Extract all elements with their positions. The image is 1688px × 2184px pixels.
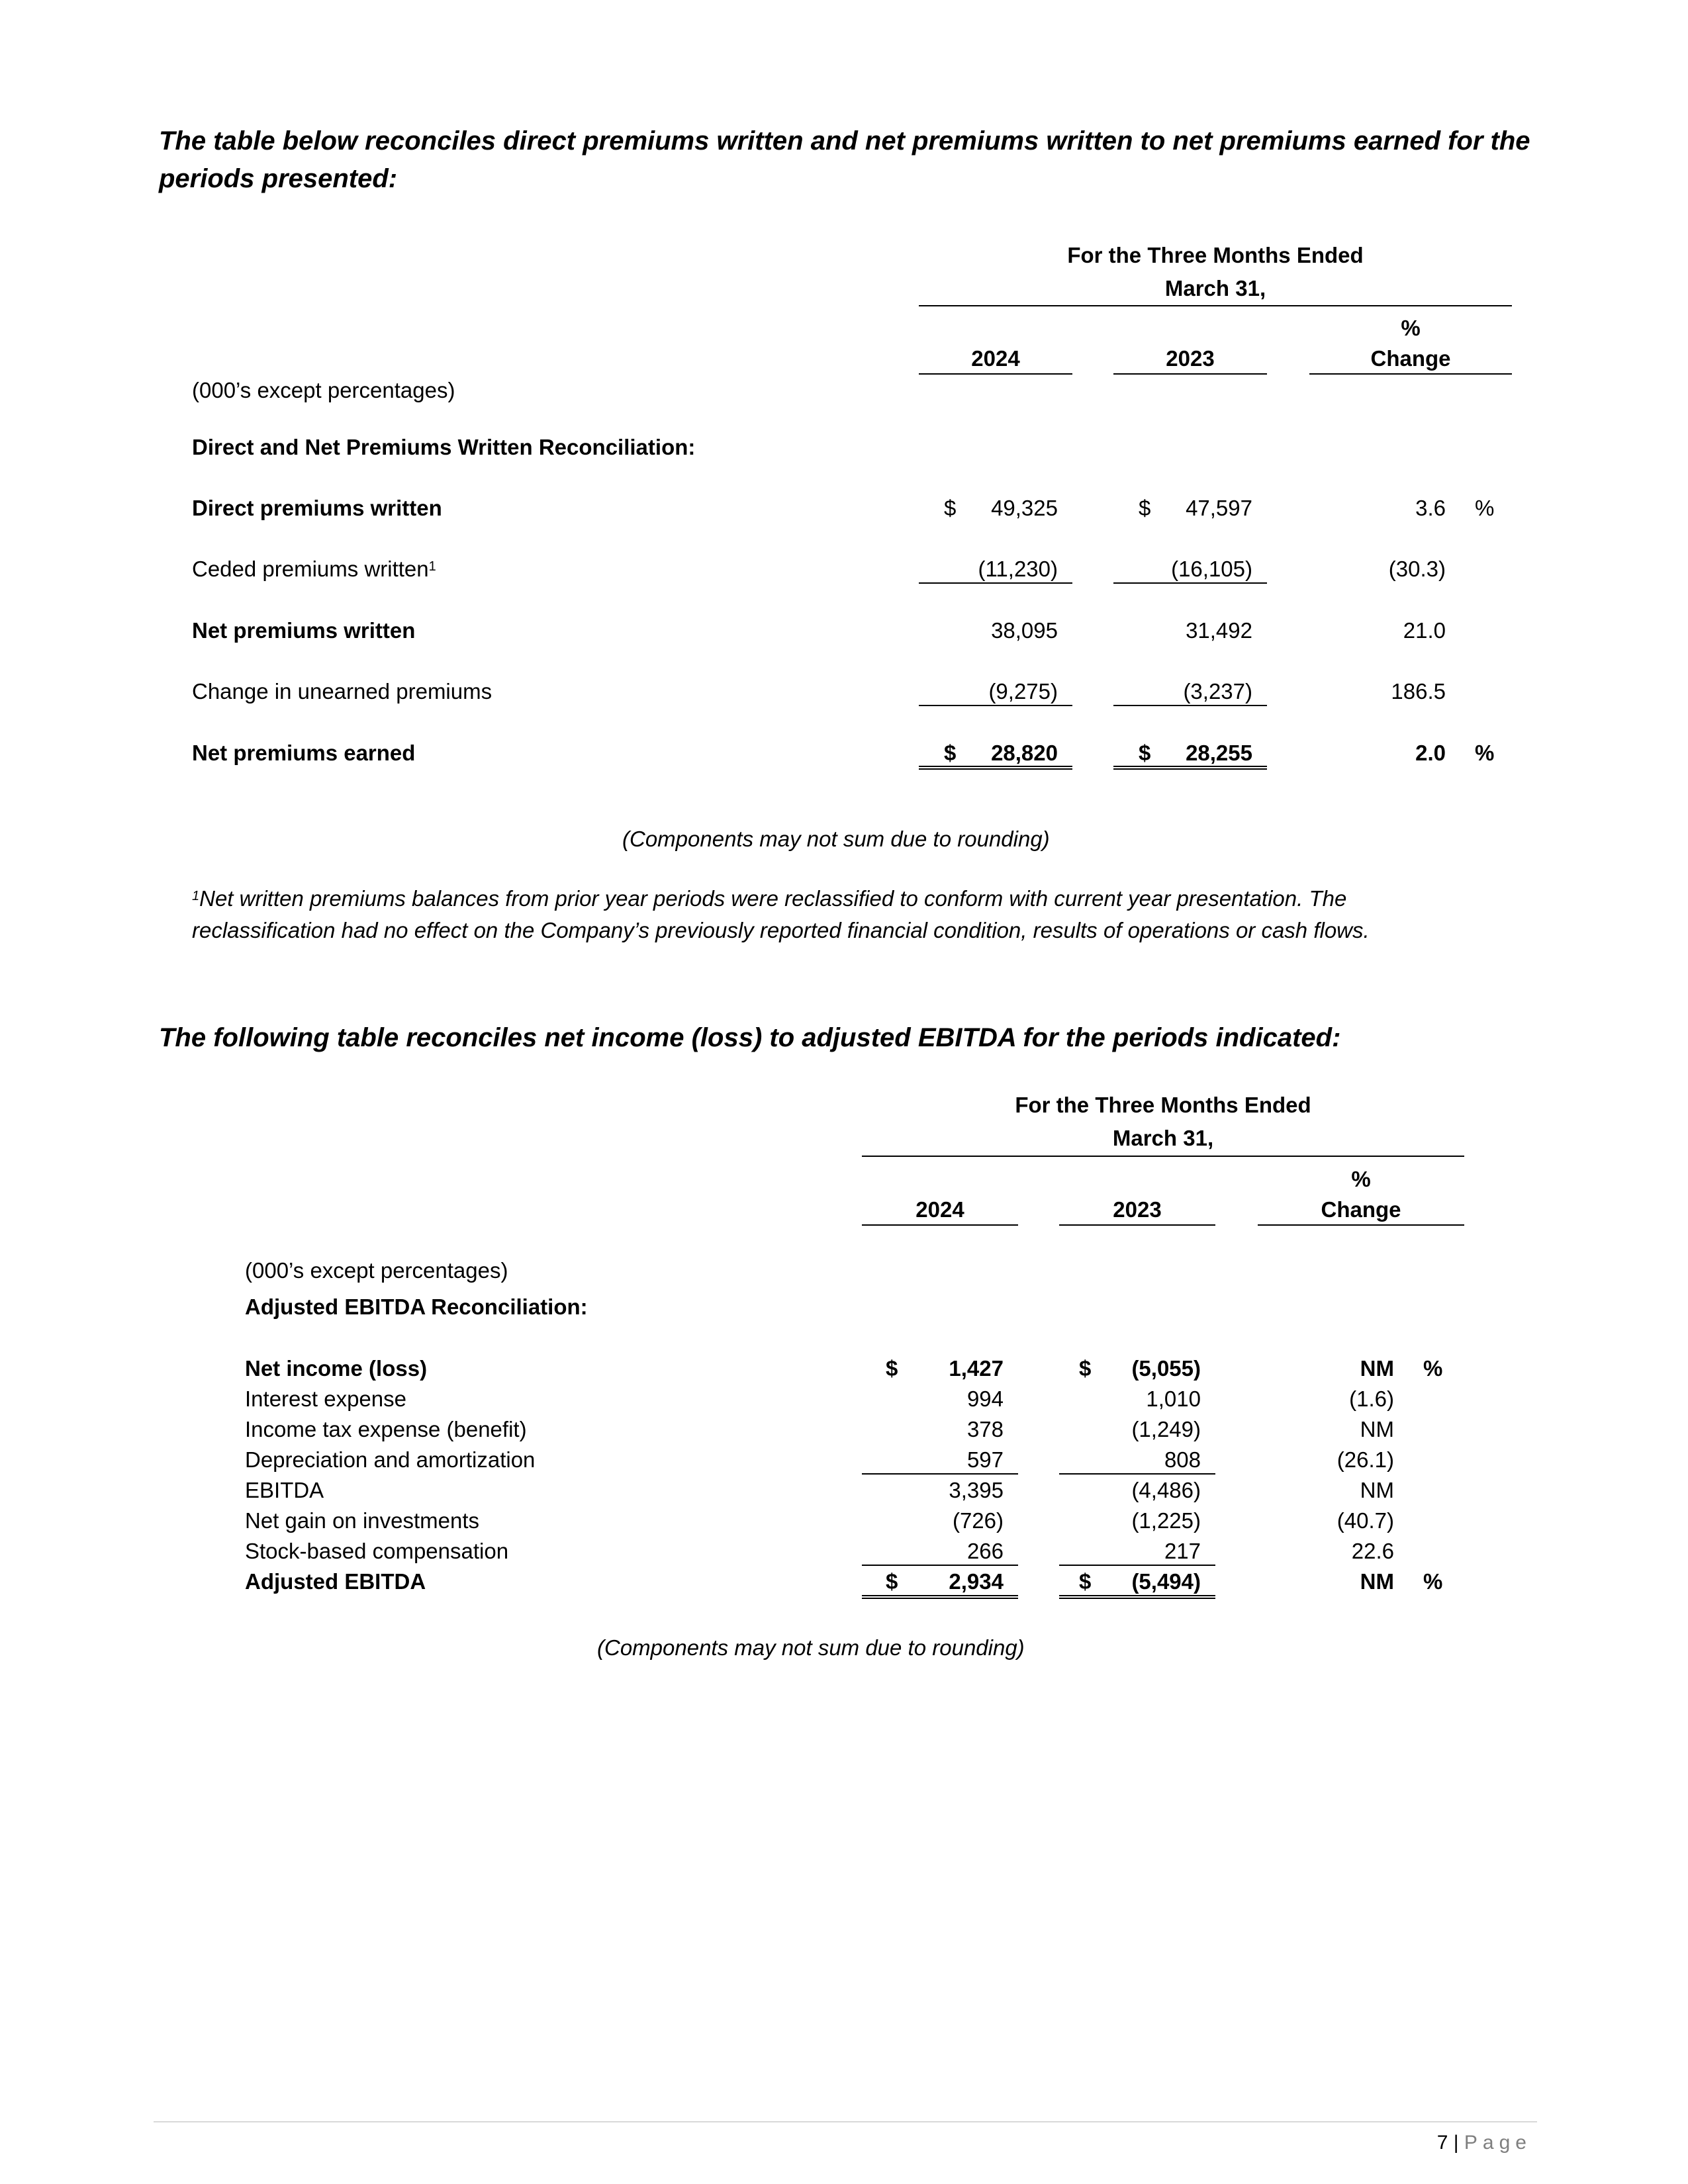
page-number — [1437, 2130, 1532, 2156]
s2-cell-2024: 378 — [966, 1417, 1004, 1441]
s1-col-pct-line1: % — [1401, 316, 1421, 340]
s1-cell-2023: 47,597 — [1186, 496, 1252, 520]
s1-cell-2024: 49,325 — [991, 496, 1058, 520]
s2-col-2023-rule — [1059, 1224, 1215, 1226]
s1-row-label: Direct premiums written — [192, 496, 442, 520]
s1-cell-2024: (11,230) — [978, 557, 1058, 581]
s2-rounding-note: (Components may not sum due to rounding) — [597, 1635, 1025, 1660]
s1-cell-2024: (9,275) — [988, 679, 1058, 704]
s2-col-pct-line1: % — [1351, 1167, 1371, 1191]
s2-row-label: Income tax expense (benefit) — [245, 1417, 527, 1441]
s1-cell-pct: 2.0 — [1415, 741, 1446, 765]
s2-cell-pct-symbol: % — [1423, 1356, 1443, 1381]
s1-rounding-note: (Components may not sum due to rounding) — [622, 827, 1050, 851]
s1-subtotal-rule — [919, 705, 1072, 706]
s1-col-pct-line2: Change — [1370, 346, 1451, 371]
s1-cell-pct: 186.5 — [1391, 679, 1446, 704]
s1-cell-2023: (3,237) — [1183, 679, 1252, 704]
s2-cell-pct-symbol: % — [1423, 1569, 1443, 1594]
page-number-value: 7 — [1436, 2132, 1448, 2154]
s2-cell-2023: (1,225) — [1131, 1508, 1201, 1533]
s2-col-pct-line2: Change — [1321, 1197, 1401, 1222]
s2-cell-2024: 1,427 — [949, 1356, 1004, 1381]
footnote-ref: 1 — [428, 559, 436, 574]
s2-subtotal-rule — [862, 1473, 1018, 1475]
s2-col-pct-rule — [1258, 1224, 1464, 1226]
s1-col-2024-rule — [919, 373, 1072, 375]
s2-cell-2023: 1,010 — [1146, 1387, 1201, 1411]
s2-row-label: Adjusted EBITDA — [245, 1569, 426, 1594]
s2-currency-sign: $ — [1079, 1569, 1092, 1594]
s2-cell-2023: (4,486) — [1131, 1478, 1201, 1502]
s2-subtotal-rule — [862, 1565, 1018, 1566]
s2-row-label: EBITDA — [245, 1478, 324, 1502]
s2-currency-sign: $ — [886, 1356, 898, 1381]
s2-period-line1: For the Three Months Ended — [1015, 1093, 1311, 1117]
s2-subtotal-rule — [1059, 1473, 1215, 1475]
s1-footnote-line1: $^1$Net written premiums balances from prior year periods were reclassified to conform with current year presentation. The — [192, 886, 1347, 911]
s1-row-label: Change in unearned premiums — [192, 679, 492, 704]
page-number-separator: | — [1453, 2132, 1459, 2154]
s2-cell-2024: 994 — [966, 1387, 1004, 1411]
s1-subtotal-rule — [919, 582, 1072, 584]
s2-cell-2024: 597 — [966, 1447, 1004, 1472]
s1-period-line1: For the Three Months Ended — [1067, 243, 1364, 267]
section2-heading: The following table reconciles net income (loss) to adjusted EBITDA for the periods indicated: — [159, 1023, 1341, 1052]
s2-cell-2024: 2,934 — [949, 1569, 1004, 1594]
s2-cell-pct: NM — [1360, 1478, 1394, 1502]
s1-cell-pct: 3.6 — [1415, 496, 1446, 520]
s2-cell-2023: 217 — [1164, 1539, 1201, 1563]
s2-row-label: Interest expense — [245, 1387, 406, 1411]
s1-cell-2024: 38,095 — [991, 618, 1058, 643]
s2-cell-2023: (1,249) — [1131, 1417, 1201, 1441]
s1-subtotal-rule — [1113, 705, 1267, 706]
s2-row-label: Depreciation and amortization — [245, 1447, 536, 1472]
s2-cell-2024: 3,395 — [949, 1478, 1004, 1502]
s2-period-line2: March 31, — [1112, 1126, 1214, 1150]
s1-cell-pct: (30.3) — [1388, 557, 1446, 581]
s1-col-2024: 2024 — [971, 346, 1020, 371]
s1-total-double-rule — [919, 766, 1072, 770]
s2-cell-2024: (726) — [952, 1508, 1004, 1533]
s2-col-2024: 2024 — [915, 1197, 964, 1222]
s2-row-label: Net income (loss) — [245, 1356, 428, 1381]
s2-total-double-rule — [1059, 1595, 1215, 1599]
footnote-marker: 1 — [192, 889, 200, 903]
s2-period-rule — [862, 1156, 1464, 1157]
s1-currency-sign: $ — [944, 741, 957, 765]
s1-group-title: Direct and Net Premiums Written Reconciliation: — [192, 435, 696, 459]
s2-cell-2023: (5,494) — [1131, 1569, 1201, 1594]
s2-cell-2024: 266 — [966, 1539, 1004, 1563]
s1-cell-2023: (16,105) — [1171, 557, 1252, 581]
s1-period-line2: March 31, — [1164, 276, 1266, 300]
s2-col-2023: 2023 — [1113, 1197, 1162, 1222]
s2-cell-pct: (26.1) — [1336, 1447, 1394, 1472]
s2-currency-sign: $ — [1079, 1356, 1092, 1381]
page-label: Page — [1464, 2132, 1532, 2154]
s1-subtotal-rule — [1113, 582, 1267, 584]
s2-subtotal-rule — [1059, 1565, 1215, 1566]
s2-group-title: Adjusted EBITDA Reconciliation: — [245, 1295, 588, 1319]
s1-total-double-rule — [1113, 766, 1267, 770]
s2-cell-pct: NM — [1360, 1356, 1394, 1381]
s2-currency-sign: $ — [886, 1569, 898, 1594]
section1-heading: The table below reconciles direct premiums written and net premiums written to net premiums earned for the periods presented: — [159, 126, 1530, 193]
s1-col-2023-rule — [1113, 373, 1267, 375]
s1-cell-pct-symbol: % — [1475, 496, 1495, 520]
s1-cell-2024: 28,820 — [991, 741, 1058, 765]
s2-cell-2023: (5,055) — [1131, 1356, 1201, 1381]
s2-cell-pct: 22.6 — [1351, 1539, 1394, 1563]
s1-units-label: (000’s except percentages) — [192, 378, 455, 402]
s1-currency-sign: $ — [1139, 741, 1151, 765]
s1-period-rule — [919, 305, 1512, 306]
s2-total-double-rule — [862, 1595, 1018, 1599]
s2-cell-2023: 808 — [1164, 1447, 1201, 1472]
s2-col-2024-rule — [862, 1224, 1018, 1226]
s1-col-2023: 2023 — [1166, 346, 1215, 371]
s1-row-label: Net premiums written — [192, 618, 416, 643]
s2-cell-pct: (1.6) — [1349, 1387, 1394, 1411]
s1-cell-pct: 21.0 — [1403, 618, 1446, 643]
s1-row-label: Ceded premiums written$^1$ — [192, 557, 436, 581]
s2-row-label: Stock-based compensation — [245, 1539, 509, 1563]
s1-cell-2023: 28,255 — [1186, 741, 1252, 765]
s1-currency-sign: $ — [1139, 496, 1151, 520]
s2-cell-pct: NM — [1360, 1417, 1394, 1441]
s2-cell-pct: NM — [1360, 1569, 1394, 1594]
s1-cell-2023: 31,492 — [1186, 618, 1252, 643]
s1-currency-sign: $ — [944, 496, 957, 520]
s2-row-label: Net gain on investments — [245, 1508, 480, 1533]
s1-row-label: Net premiums earned — [192, 741, 416, 765]
footer-rule — [154, 2121, 1537, 2122]
s1-footnote-line2: reclassification had no effect on the Company’s previously reported financial condition, results of operations or cash flows. — [192, 918, 1370, 942]
s2-units-label: (000’s except percentages) — [245, 1258, 508, 1283]
s1-cell-pct-symbol: % — [1475, 741, 1495, 765]
s1-col-pct-rule — [1309, 373, 1512, 375]
s2-cell-pct: (40.7) — [1336, 1508, 1394, 1533]
